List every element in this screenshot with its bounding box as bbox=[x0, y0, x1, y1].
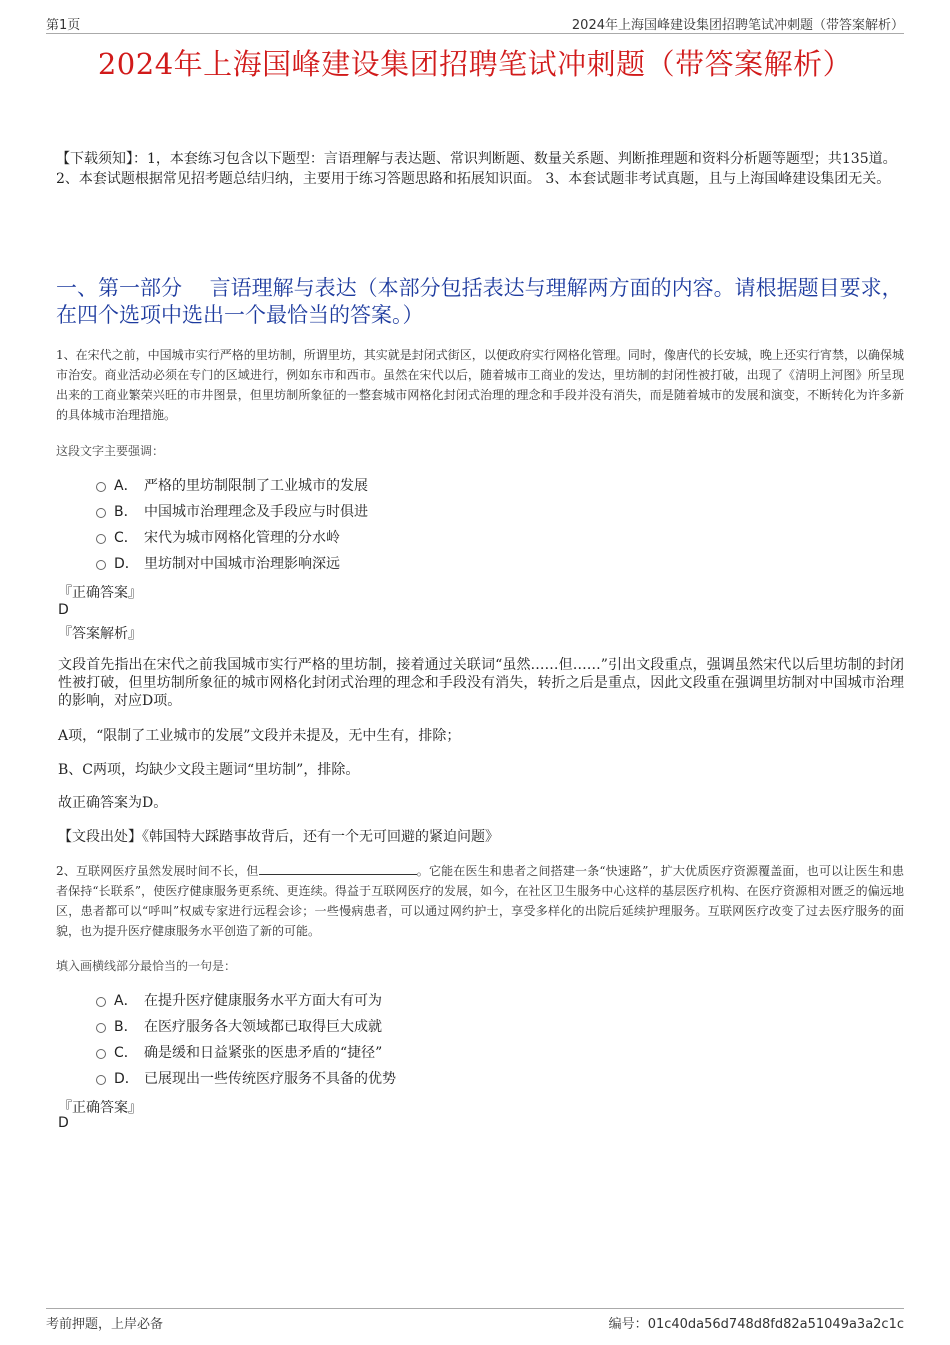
question-2-option-d[interactable]: D． 已展现出一些传统医疗服务不具备的优势 bbox=[96, 1069, 396, 1089]
radio-icon[interactable] bbox=[96, 1023, 106, 1033]
question-1-conclusion: 故正确答案为D。 bbox=[58, 795, 168, 811]
radio-icon[interactable] bbox=[96, 534, 106, 544]
question-1-option-d[interactable]: D． 里坊制对中国城市治理影响深远 bbox=[96, 554, 340, 574]
page-footer bbox=[46, 1313, 904, 1331]
section-title: 一、第一部分 言语理解与表达（本部分包括表达与理解两方面的内容。请根据题目要求，在四个选项中选出一个最恰当的答案。） bbox=[56, 276, 903, 327]
question-2-text: 2、互联网医疗虽然发展时间不长，但 。它能在医生和患者之间搭建一条“快速路”，扩大优质医疗资源覆盖面，也可以让医生和患者保持“长联系”，使医疗健康服务更系统、更连续。得益于互联网医疗的发展，如今，在社区卫生服务中心这样的基层医疗机构、在医疗资源相对匮乏的偏远地区，患者都可以“呼叫”权威专家进行远程会诊；一些慢病患者，可以通过网约护士，享受多样化的出院后延续护理服务。互联网医疗改变了过去医疗服务的面貌，也为提升医疗健康服务水平创造了新的可能。 bbox=[56, 864, 904, 938]
question-1-text: 1、在宋代之前，中国城市实行严格的里坊制，所谓里坊，其实就是封闭式街区，以便政府实行网格化管理。同时，像唐代的长安城，晚上还实行宵禁，以确保城市治安。商业活动必须在专门的区域进行，例如东市和西市。虽然在宋代以后，随着城市工商业的发达，里坊制的封闭性被打破，出现了《清明上河图》所呈现出来的工商业繁荣兴旺的市井图景，但里坊制所象征的一整套城市网格化封闭式治理的理念和手段并没有消失，而是随着城市的发展和演变，不断转化为许多新的具体城市治理措施。 bbox=[56, 348, 904, 422]
question-1-note-a: A项，“限制了工业城市的发展”文段并未提及，无中生有，排除； bbox=[58, 728, 461, 744]
radio-icon[interactable] bbox=[96, 560, 106, 570]
question-1-option-a[interactable]: A． 严格的里坊制限制了工业城市的发展 bbox=[96, 476, 368, 496]
page-header bbox=[46, 14, 904, 32]
footer-slogan: 考前押题，上岸必备 bbox=[46, 1317, 164, 1332]
radio-icon[interactable] bbox=[96, 997, 106, 1007]
question-1-option-b[interactable]: B． 中国城市治理理念及手段应与时俱进 bbox=[96, 502, 368, 522]
radio-icon[interactable] bbox=[96, 1075, 106, 1085]
question-1-note-bc: B、C两项，均缺少文段主题词“里坊制”，排除。 bbox=[58, 762, 360, 778]
header-divider bbox=[46, 33, 904, 34]
radio-icon[interactable] bbox=[96, 1049, 106, 1059]
radio-icon[interactable] bbox=[96, 508, 106, 518]
question-2-option-a[interactable]: A． 在提升医疗健康服务水平方面大有可为 bbox=[96, 991, 382, 1011]
fill-in-blank bbox=[259, 862, 417, 875]
header-doc-title: 2024年上海国峰建设集团招聘笔试冲刺题（带答案解析） bbox=[571, 18, 904, 33]
question-2-option-c[interactable]: C． 确是缓和日益紧张的医患矛盾的“捷径” bbox=[96, 1043, 382, 1063]
question-1-option-c[interactable]: C． 宋代为城市网格化管理的分水岭 bbox=[96, 528, 340, 548]
question-1-answer-label: 『正确答案』 bbox=[58, 585, 142, 601]
question-1-prompt: 这段文字主要强调： bbox=[56, 444, 165, 458]
footer-divider bbox=[46, 1308, 904, 1309]
download-notice: 【下载须知】：1，本套练习包含以下题型：言语理解与表达题、常识判断题、数量关系题、判断推理题和资料分析题等题型；共135道。 2、本套试题根据常见招考题总结归纳，主要用于练习答题思路和拓展知识面。 3、本套试题非考试真题，且与上海国峰建设集团无关。 bbox=[56, 151, 897, 187]
question-2-prompt: 填入画横线部分最恰当的一句是： bbox=[56, 959, 237, 973]
question-2-answer: D bbox=[58, 1115, 69, 1131]
document-title: 2024年上海国峰建设集团招聘笔试冲刺题（带答案解析） bbox=[97, 47, 853, 81]
question-1-analysis: 文段首先指出在宋代之前我国城市实行严格的里坊制，接着通过关联词“虽然……但……”引出文段重点，强调虽然宋代以后里坊制的封闭性被打破，但里坊制所象征的城市网格化封闭式治理的理念和手段没有消失，转折之后是重点，因此文段重在强调里坊制对中国城市治理的影响，对应D项。 bbox=[58, 657, 904, 709]
question-1-source: 【文段出处】《韩国特大踩踏事故背后，还有一个无可回避的紧迫问题》 bbox=[58, 829, 499, 845]
footer-code: 编号：01c40da56d748d8fd82a51049a3a2c1c bbox=[608, 1317, 904, 1332]
radio-icon[interactable] bbox=[96, 482, 106, 492]
question-2-answer-label: 『正确答案』 bbox=[58, 1100, 142, 1116]
page-number: 第1页 bbox=[46, 18, 81, 33]
question-1-analysis-label: 『答案解析』 bbox=[58, 626, 142, 642]
question-2-option-b[interactable]: B． 在医疗服务各大领域都已取得巨大成就 bbox=[96, 1017, 382, 1037]
question-1-answer: D bbox=[58, 602, 69, 618]
